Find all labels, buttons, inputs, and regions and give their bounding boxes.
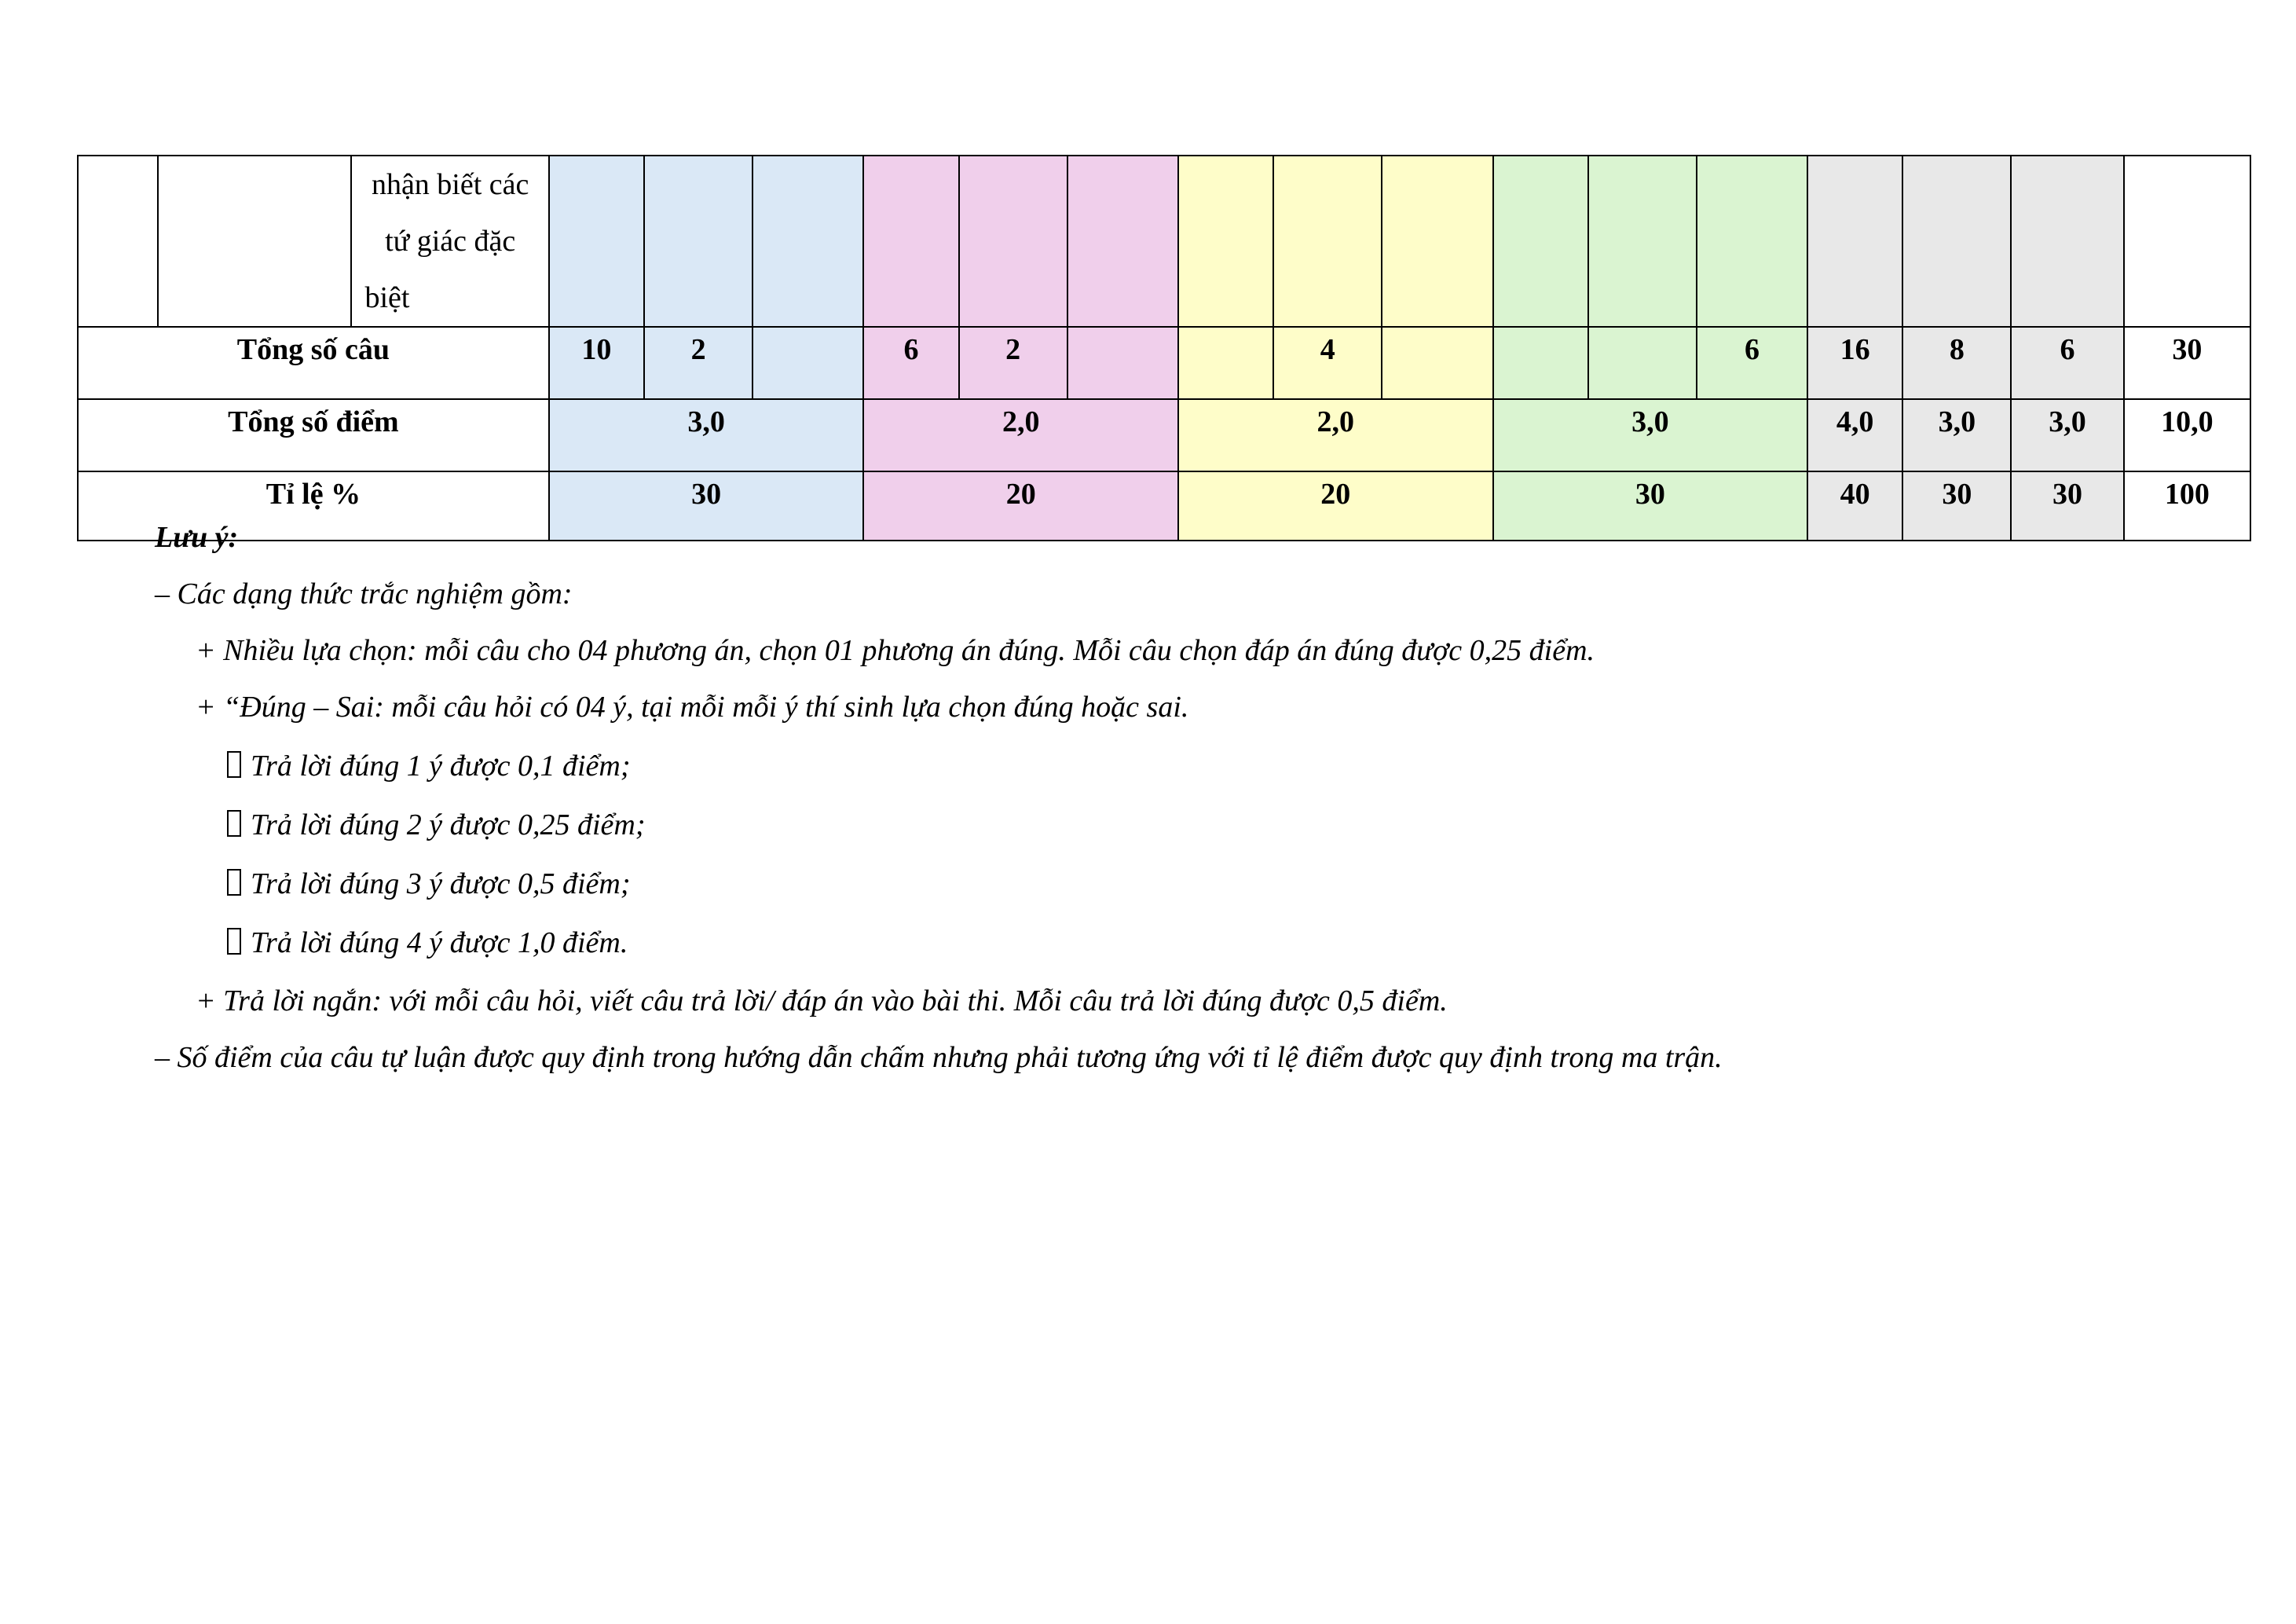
note-bullet-item (227, 749, 630, 783)
total-questions-value (1588, 327, 1697, 399)
cell (2124, 156, 2250, 327)
total-questions-value: 16 (1807, 327, 1902, 399)
cell (1807, 156, 1902, 327)
ratio-value: 20 (863, 471, 1178, 541)
notes-title: Lưu ý: (155, 521, 239, 554)
total-questions-value: 6 (2011, 327, 2123, 399)
total-questions-value (1493, 327, 1588, 399)
total-questions-value (753, 327, 863, 399)
note-line: Trả lời đúng 4 ý được 1,0 điểm. (251, 926, 628, 959)
total-questions-value (1382, 327, 1492, 399)
cell (549, 156, 644, 327)
total-questions-row (78, 327, 2250, 399)
ratio-label: Tỉ lệ % (78, 471, 549, 541)
total-questions-label: Tổng số câu (78, 327, 549, 399)
total-points-row (78, 399, 2250, 471)
cell (644, 156, 753, 327)
total-points-summary: 3,0 (1902, 399, 2011, 471)
total-questions-value: 8 (1902, 327, 2011, 399)
total-points-summary: 10,0 (2124, 399, 2250, 471)
ratio-summary: 30 (2011, 471, 2123, 541)
total-points-summary: 3,0 (2011, 399, 2123, 471)
total-questions-value (1178, 327, 1273, 399)
content-description: nhận biết các tứ giác đặc biệt (351, 156, 548, 327)
ratio-value: 30 (1493, 471, 1808, 541)
total-questions-value: 6 (1697, 327, 1807, 399)
total-questions-value: 2 (644, 327, 753, 399)
cell (1493, 156, 1588, 327)
cell (1382, 156, 1492, 327)
cell (863, 156, 958, 327)
empty-cell (78, 156, 158, 327)
note-bullet-item (227, 808, 645, 842)
cell (1178, 156, 1273, 327)
cell (1588, 156, 1697, 327)
ratio-summary: 30 (1902, 471, 2011, 541)
total-questions-value: 30 (2124, 327, 2250, 399)
note-line: + Trả lời ngắn: với mỗi câu hỏi, viết câu trả lời/ đáp án vào bài thi. Mỗi câu trả lời đúng được 0,5 điểm. (196, 984, 1448, 1017)
total-points-value: 2,0 (1178, 399, 1493, 471)
total-questions-value: 6 (863, 327, 958, 399)
ratio-summary: 40 (1807, 471, 1902, 541)
checkbox-bullet-icon (227, 751, 241, 778)
checkbox-bullet-icon (227, 928, 241, 955)
checkbox-bullet-icon (227, 869, 241, 896)
ratio-value: 30 (549, 471, 864, 541)
note-bullet-item (227, 926, 628, 960)
assessment-matrix-table (77, 155, 2251, 541)
cell (959, 156, 1067, 327)
total-questions-value: 10 (549, 327, 644, 399)
cell (1902, 156, 2011, 327)
cell (1697, 156, 1807, 327)
ratio-value: 20 (1178, 471, 1493, 541)
total-points-summary: 4,0 (1807, 399, 1902, 471)
total-points-value: 3,0 (1493, 399, 1808, 471)
note-line: + “Đúng – Sai: mỗi câu hỏi có 04 ý, tại mỗi mỗi ý thí sinh lựa chọn đúng hoặc sai. (196, 691, 1189, 724)
note-line: – Các dạng thức trắc nghiệm gồm: (155, 577, 573, 610)
ratio-row (78, 471, 2250, 541)
total-points-label: Tổng số điểm (78, 399, 549, 471)
ratio-summary: 100 (2124, 471, 2250, 541)
cell (2011, 156, 2123, 327)
total-points-value: 2,0 (863, 399, 1178, 471)
empty-cell (158, 156, 351, 327)
total-questions-value (1067, 327, 1178, 399)
note-line: Trả lời đúng 3 ý được 0,5 điểm; (251, 867, 631, 900)
note-line: Trả lời đúng 2 ý được 0,25 điểm; (251, 808, 646, 841)
cell (1067, 156, 1178, 327)
content-row (78, 156, 2250, 327)
total-questions-value: 2 (959, 327, 1067, 399)
cell (753, 156, 863, 327)
note-line: – Số điểm của câu tự luận được quy định trong hướng dẫn chấm nhưng phải tương ứng với tỉ lệ điểm được quy định trong ma trận. (155, 1041, 1723, 1074)
note-line: Trả lời đúng 1 ý được 0,1 điểm; (251, 750, 631, 783)
total-questions-value: 4 (1273, 327, 1382, 399)
cell (1273, 156, 1382, 327)
total-points-value: 3,0 (549, 399, 864, 471)
note-bullet-item (227, 867, 630, 901)
checkbox-bullet-icon (227, 810, 241, 837)
note-line: + Nhiều lựa chọn: mỗi câu cho 04 phương án, chọn 01 phương án đúng. Mỗi câu chọn đáp án đúng được 0,25 điểm. (196, 634, 1595, 667)
